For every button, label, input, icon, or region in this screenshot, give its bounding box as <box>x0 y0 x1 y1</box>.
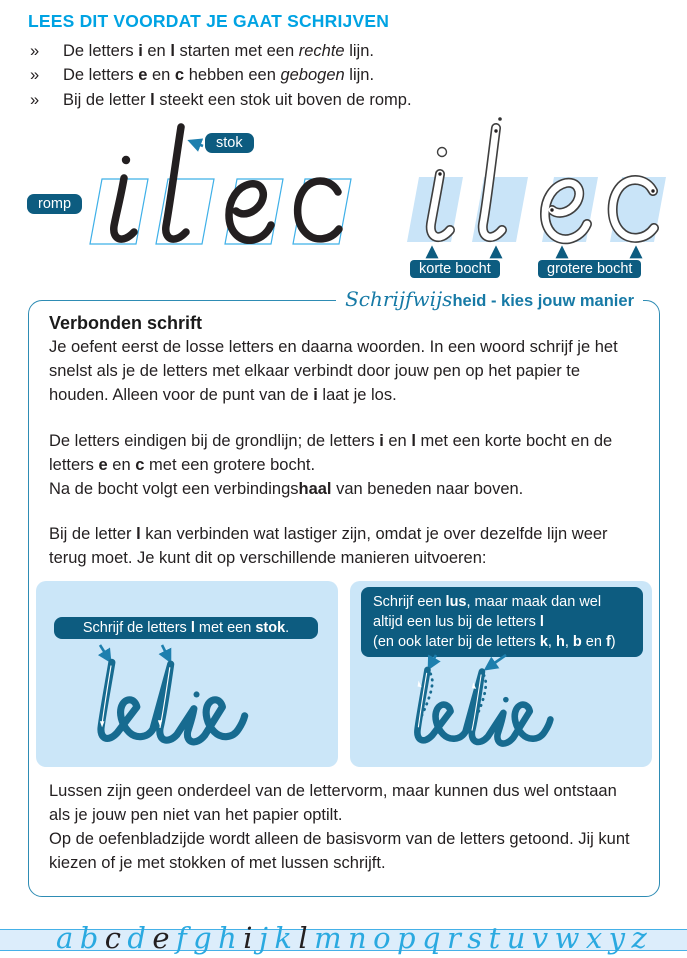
alphabet-letter-f: f <box>175 921 187 956</box>
bocht-arrows <box>432 248 636 258</box>
paragraph-1: Je oefent eerst de losse letters en daarna woorden. In een woord schrijf je het snelst als je de letters met elkaar verbindt door jouw pen op het papier te houden. Alleen voor de punt van de i laat je los. <box>49 337 618 405</box>
stok-instruction-label: Schrijf de letters l met een stok. <box>54 617 318 639</box>
alphabet-strip <box>0 921 687 958</box>
alphabet-letter-p: p <box>397 921 416 956</box>
letter-examples-row <box>0 114 687 282</box>
i-dot <box>122 156 130 164</box>
word-lelie-lus <box>396 665 586 764</box>
alphabet-letter-l: l <box>298 921 308 956</box>
bullet-marker: » <box>30 90 40 109</box>
bullet-text: De letters e en c hebben een gebogen lijn. <box>63 66 375 85</box>
grotere-bocht-label: grotere bocht <box>538 260 641 278</box>
bullet-text: Bij de letter l steekt een stok uit boven de romp. <box>63 90 412 109</box>
stok-arrow <box>190 141 203 146</box>
alphabet-letter-m: m <box>314 921 342 956</box>
alphabet-letter-d: d <box>127 921 146 956</box>
alphabet-letter-b: b <box>79 921 99 956</box>
ilec-outline-drawing <box>392 114 676 282</box>
alphabet-letter-w: w <box>554 921 580 956</box>
brand-rest: heid - kies jouw manier <box>452 291 634 310</box>
alphabet-letter-j: j <box>258 921 268 956</box>
paragraph-4: Lussen zijn geen onderdeel van de lettervorm, maar kunnen dus wel ontstaan als je jouw pen niet van het papier optilt. Op de oefenbladzijde wordt alleen de basisvorm van de letters getoond. Jij kunt kiezen of je met stokken of met lussen schrijft. <box>49 781 630 873</box>
page-title: LEES DIT VOORDAT JE GAAT SCHRIJVEN <box>28 11 390 31</box>
instruction-list <box>30 39 687 112</box>
alphabet-letter-z: z <box>631 921 647 956</box>
alphabet-letter-c: c <box>104 921 121 956</box>
alphabet-letter-o: o <box>373 921 391 956</box>
alphabet-letter-s: s <box>467 921 483 956</box>
letter-display-solid <box>20 114 380 282</box>
bullet-marker: » <box>30 66 40 85</box>
box-title: Verbonden schrift <box>49 312 203 333</box>
letter-display-outline <box>392 114 676 282</box>
brand-script: Schrijfwijs <box>345 286 453 311</box>
l-start-mark <box>498 117 502 121</box>
word-lelie-stok <box>78 657 283 764</box>
list-item <box>30 63 687 87</box>
bullet-text: De letters i en l starten met een rechte lijn. <box>63 42 374 60</box>
alphabet-letter-q: q <box>422 921 441 956</box>
panel-stok <box>36 581 338 767</box>
variant-panels <box>36 581 652 767</box>
paragraph-2: De letters eindigen bij de grondlijn; de letters i en l met een korte bocht en de letters e en c met een grotere bocht. Na de bocht volgt een verbindingshaal van beneden naar boven. <box>49 431 613 498</box>
letter-l <box>166 127 186 239</box>
alphabet-letter-n: n <box>348 921 367 956</box>
brand-header <box>336 287 643 311</box>
i-dot-hollow <box>438 147 447 156</box>
alphabet-letter-r: r <box>447 921 461 956</box>
bullet-marker: » <box>30 42 40 60</box>
korte-bocht-label: korte bocht <box>410 260 500 278</box>
alphabet-letter-a: a <box>56 921 74 956</box>
lus-instruction-label: Schrijf een lus, maar maak dan wel altijd een lus bij de letters l (en ook later bij de letters k, h, b en f) <box>361 587 643 657</box>
alphabet-letter-k: k <box>274 921 292 956</box>
paragraph-3: Bij de letter l kan verbinden wat lastiger zijn, omdat je over dezelfde lijn weer terug moet. Je kunt dit op verschillende manieren uitvoeren: <box>49 525 608 568</box>
letter-e <box>229 184 271 241</box>
romp-label: romp <box>27 194 82 214</box>
alphabet-letter-u: u <box>506 921 526 956</box>
alphabet-letter-e: e <box>152 921 170 956</box>
alphabet-letter-g: g <box>193 921 212 956</box>
panel-lus <box>350 581 652 767</box>
alphabet-letter-x: x <box>585 921 603 956</box>
stok-label: stok <box>205 133 254 153</box>
i-dot <box>194 691 200 697</box>
letter-i <box>114 178 134 239</box>
alphabet-letter-h: h <box>218 921 237 956</box>
i-dot <box>503 696 509 702</box>
alphabet-letter-y: y <box>608 921 626 956</box>
alphabet-letter-i: i <box>243 921 253 956</box>
list-item <box>30 88 687 112</box>
letter-c <box>298 181 339 239</box>
alphabet-letter-t: t <box>488 921 501 956</box>
alphabet-row <box>56 921 647 956</box>
list-item <box>30 39 687 63</box>
alphabet-letter-v: v <box>531 921 549 956</box>
info-box <box>28 286 660 897</box>
